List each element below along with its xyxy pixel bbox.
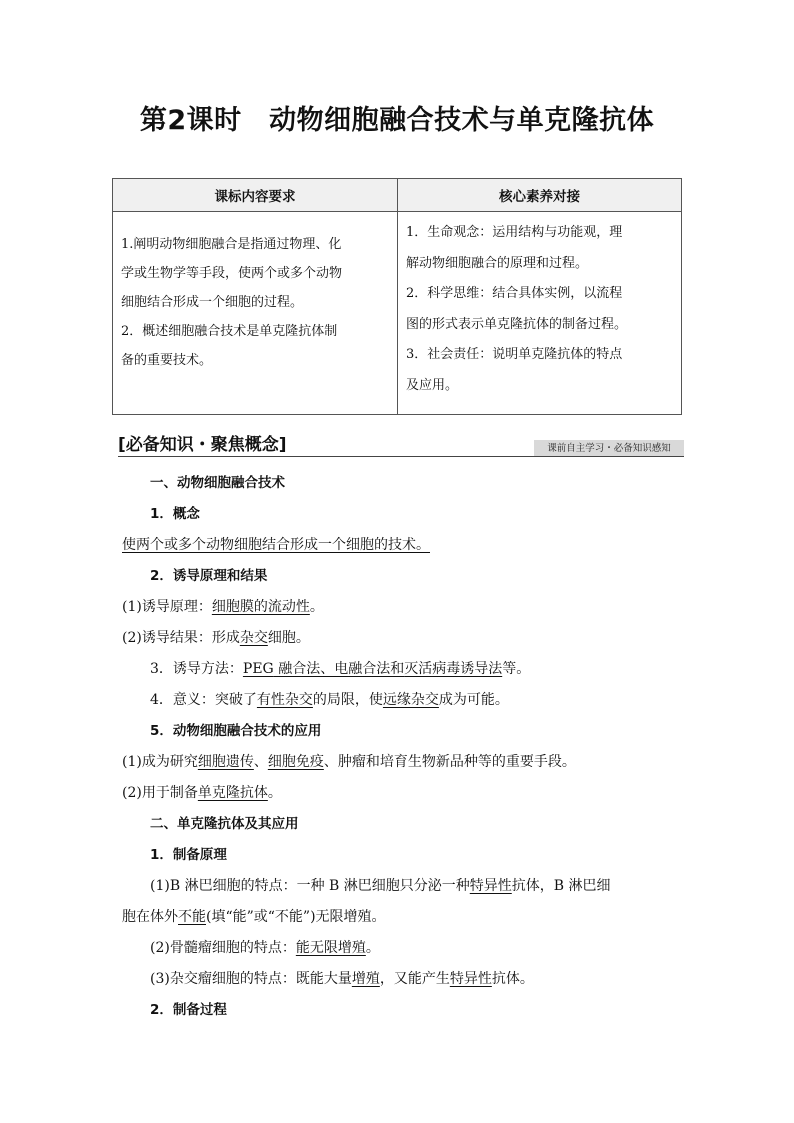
definition-text: 使两个或多个动物细胞结合形成一个细胞的技术。 [122,537,430,553]
competencies-cell [398,212,682,415]
requirement-line: 1.阐明动物细胞融合是指通过物理、化 [121,237,342,252]
text: 。 [309,599,324,615]
competency-line: 2．科学思维：结合具体实例，以流程 [406,286,623,301]
myeloma-line [122,933,682,964]
requirement-line: 备的重要技术。 [121,353,213,368]
page-title: 第2课时 动物细胞融合技术与单克隆抗体 [139,105,655,136]
table-header-requirements: 课标内容要求 [113,179,398,212]
requirements-cell [113,212,398,415]
text: (3)杂交瘤细胞的特点：既能大量 [150,971,352,987]
knowledge-content [122,468,682,1026]
hybridoma-line [122,964,682,995]
competency-line: 解动物细胞融合的原理和过程。 [406,255,589,271]
answer-blank: PEG [242,661,274,677]
method-line [122,654,682,685]
answer-blank: 单克隆抗体 [197,785,268,801]
subheading-concept: 1．概念 [150,506,200,522]
answer-blank: 细胞免疫 [267,754,324,770]
text: (2)用于制备 [122,785,198,801]
b-cell-line [122,871,682,902]
text: (1)B 淋巴细胞的特点：一种 B 淋巴细胞只分泌一种 [150,878,470,894]
text: 、 [253,754,268,770]
requirement-line: 学或生物学等手段，使两个或多个动物 [121,266,343,281]
significance-line [122,685,682,716]
answer-blank: 杂交 [239,630,268,646]
answer-blank: 不能 [178,909,206,925]
curriculum-table [112,178,682,415]
application-line-2 [122,778,682,809]
text: 抗体。 [491,971,534,987]
competency-line: 图的形式表示单克隆抗体的制备过程。 [406,316,628,332]
heading-monoclonal: 二、单克隆抗体及其应用 [150,816,299,832]
text: (填“能”或“不能”)无限增殖。 [206,909,386,925]
heading-cell-fusion: 一、动物细胞融合技术 [150,475,285,491]
subheading-principle: 2．诱导原理和结果 [150,568,268,584]
section-heading: [必备知识・聚焦概念] [118,435,287,455]
subheading-preparation-process: 2．制备过程 [150,1002,227,1018]
answer-blank: 远缘杂交 [382,692,439,708]
result-line [122,623,682,654]
text: 。 [267,785,282,801]
answer-blank: 特异性 [469,878,512,894]
text: 的局限，使 [312,692,383,708]
text: 细胞。 [267,630,310,646]
section-divider [118,456,684,457]
text: 胞在体外 [122,909,178,925]
answer-blank: 有性杂交 [256,692,313,708]
answer-blank: 灭活病毒诱导法 [404,661,503,677]
definition-line [122,530,682,561]
text: (1)诱导原理： [122,599,212,615]
requirement-line: 2．概述细胞融合技术是单克隆抗体制 [121,324,338,339]
answer-blank: 特异性 [449,971,492,987]
text: 3．诱导方法： [150,661,243,677]
text: 、肿瘤和培育生物新品种等的重要手段。 [323,754,576,770]
requirement-line: 细胞结合形成一个细胞的过程。 [121,295,304,310]
text: (1)成为研究 [122,754,198,770]
section-tag: 课前自主学习・必备知识感知 [534,440,684,457]
answer-blank: 细胞遗传 [197,754,254,770]
answer-blank: 能无限增殖 [295,940,366,956]
answer-blank: 细胞膜的流动性 [211,599,310,615]
b-cell-line-cont [122,902,682,933]
table-header-competencies: 核心素养对接 [398,179,682,212]
text: (2)诱导结果：形成 [122,630,240,646]
text: ，又能产生 [379,971,450,987]
answer-blank: 增殖 [351,971,380,987]
application-line-1 [122,747,682,778]
text: 成为可能。 [438,692,509,708]
competency-line: 及应用。 [406,377,459,393]
competency-line: 1．生命观念：运用结构与功能观，理 [406,225,623,240]
subheading-application: 5．动物细胞融合技术的应用 [150,723,322,739]
subheading-preparation-principle: 1．制备原理 [150,847,227,863]
text: 融合法、电融合法和 [273,661,405,677]
text: 抗体，B 淋巴细 [511,878,611,894]
text: 4．意义：突破了 [150,692,257,708]
text: (2)骨髓瘤细胞的特点： [150,940,296,956]
text: 。 [365,940,380,956]
competency-line: 3．社会责任：说明单克隆抗体的特点 [406,347,623,362]
principle-line [122,592,682,623]
text: 等。 [502,661,531,677]
